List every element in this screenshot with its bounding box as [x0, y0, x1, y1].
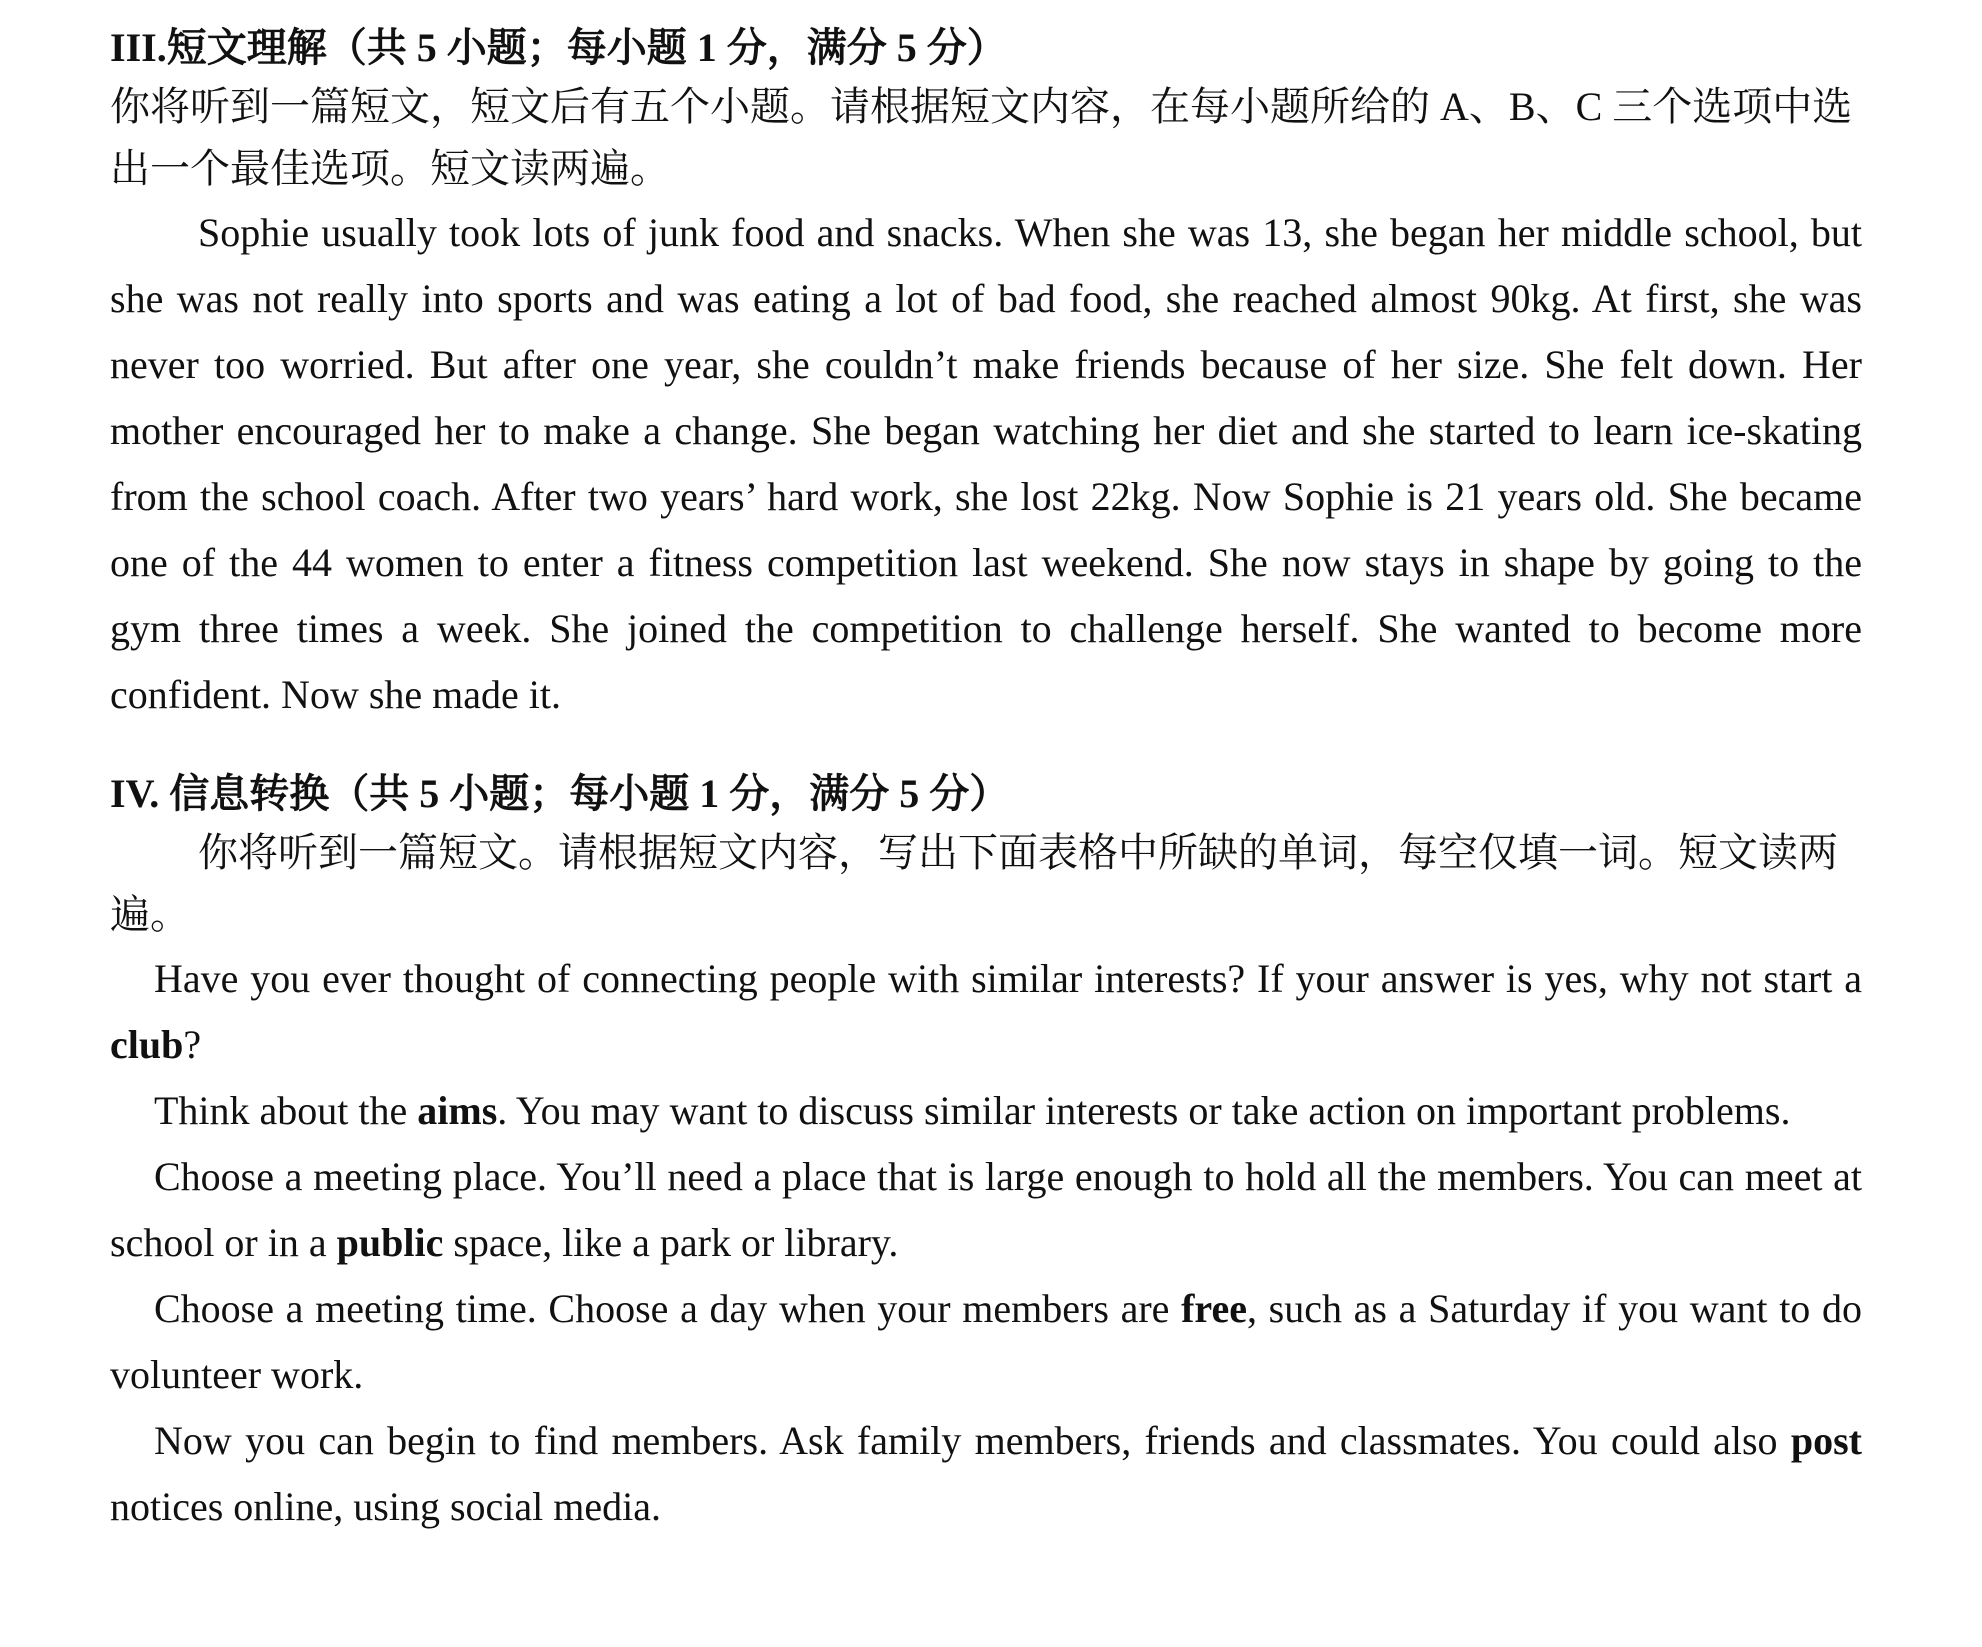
keyword-aims: aims [417, 1088, 498, 1133]
exam-page [110, 20, 1862, 1540]
club-paragraph-2 [110, 1078, 1862, 1144]
paragraph-text: Think about the [154, 1088, 418, 1133]
paragraph-text: Now you can begin to find members. Ask family members, friends and classmates. You could also [154, 1418, 1791, 1463]
section-4-heading: IV. 信息转换（共 5 小题；每小题 1 分，满分 5 分） [110, 771, 1010, 816]
keyword-public: public [336, 1220, 444, 1265]
paragraph-text: , such as a Saturday if you want to do volunteer work. [110, 1286, 1862, 1397]
paragraph-text: space, like a park or library. [443, 1220, 899, 1265]
paragraph-text: Choose a meeting place. You’ll need a place that is large enough to hold all the members. You can meet at school or in a [110, 1154, 1862, 1265]
keyword-club: club [110, 1022, 184, 1067]
paragraph-text: . You may want to discuss similar interests or take action on important problems. [497, 1088, 1791, 1133]
paragraph-text: Choose a meeting time. Choose a day when your members are [154, 1286, 1182, 1331]
section-information-transfer [110, 766, 1862, 1540]
paragraph-text: ? [183, 1022, 202, 1067]
sophie-passage: Sophie usually took lots of junk food and snacks. When she was 13, she began her middle school, but she was not really into sports and was eating a lot of bad food, she reached almost 90kg. At first, she was never too worried. But after one year, she couldn’t make friends because of her size. She felt down. Her mother encouraged her to make a change. She began watching her diet and she started to learn ice-skating from the school coach. After two years’ hard work, she lost 22kg. Now Sophie is 21 years old. She became one of the 44 women to enter a fitness competition last weekend. She now stays in shape by going to the gym three times a week. She joined the competition to challenge herself. She wanted to become more confident. Now she made it. [110, 210, 1862, 717]
section-listening-comprehension [110, 20, 1862, 728]
section-4-instruction: 你将听到一篇短文。请根据短文内容，写出下面表格中所缺的单词，每空仅填一词。短文读两遍。 [110, 830, 1838, 937]
keyword-free: free [1181, 1286, 1247, 1331]
keyword-post: post [1790, 1418, 1862, 1463]
section-3-instruction: 你将听到一篇短文，短文后有五个小题。请根据短文内容，在每小题所给的 A、B、C 三个选项中选出一个最佳选项。短文读两遍。 [110, 84, 1853, 191]
club-paragraph-1 [110, 946, 1862, 1078]
club-paragraph-5 [110, 1408, 1862, 1540]
club-paragraph-3 [110, 1144, 1862, 1276]
section-3-heading: III.短文理解（共 5 小题；每小题 1 分，满分 5 分） [110, 25, 1007, 70]
club-paragraph-4 [110, 1276, 1862, 1408]
paragraph-text: notices online, using social media. [110, 1484, 661, 1529]
section-spacer [110, 728, 1862, 766]
paragraph-text: Have you ever thought of connecting people with similar interests? If your answer is yes, why not start a [154, 956, 1862, 1001]
